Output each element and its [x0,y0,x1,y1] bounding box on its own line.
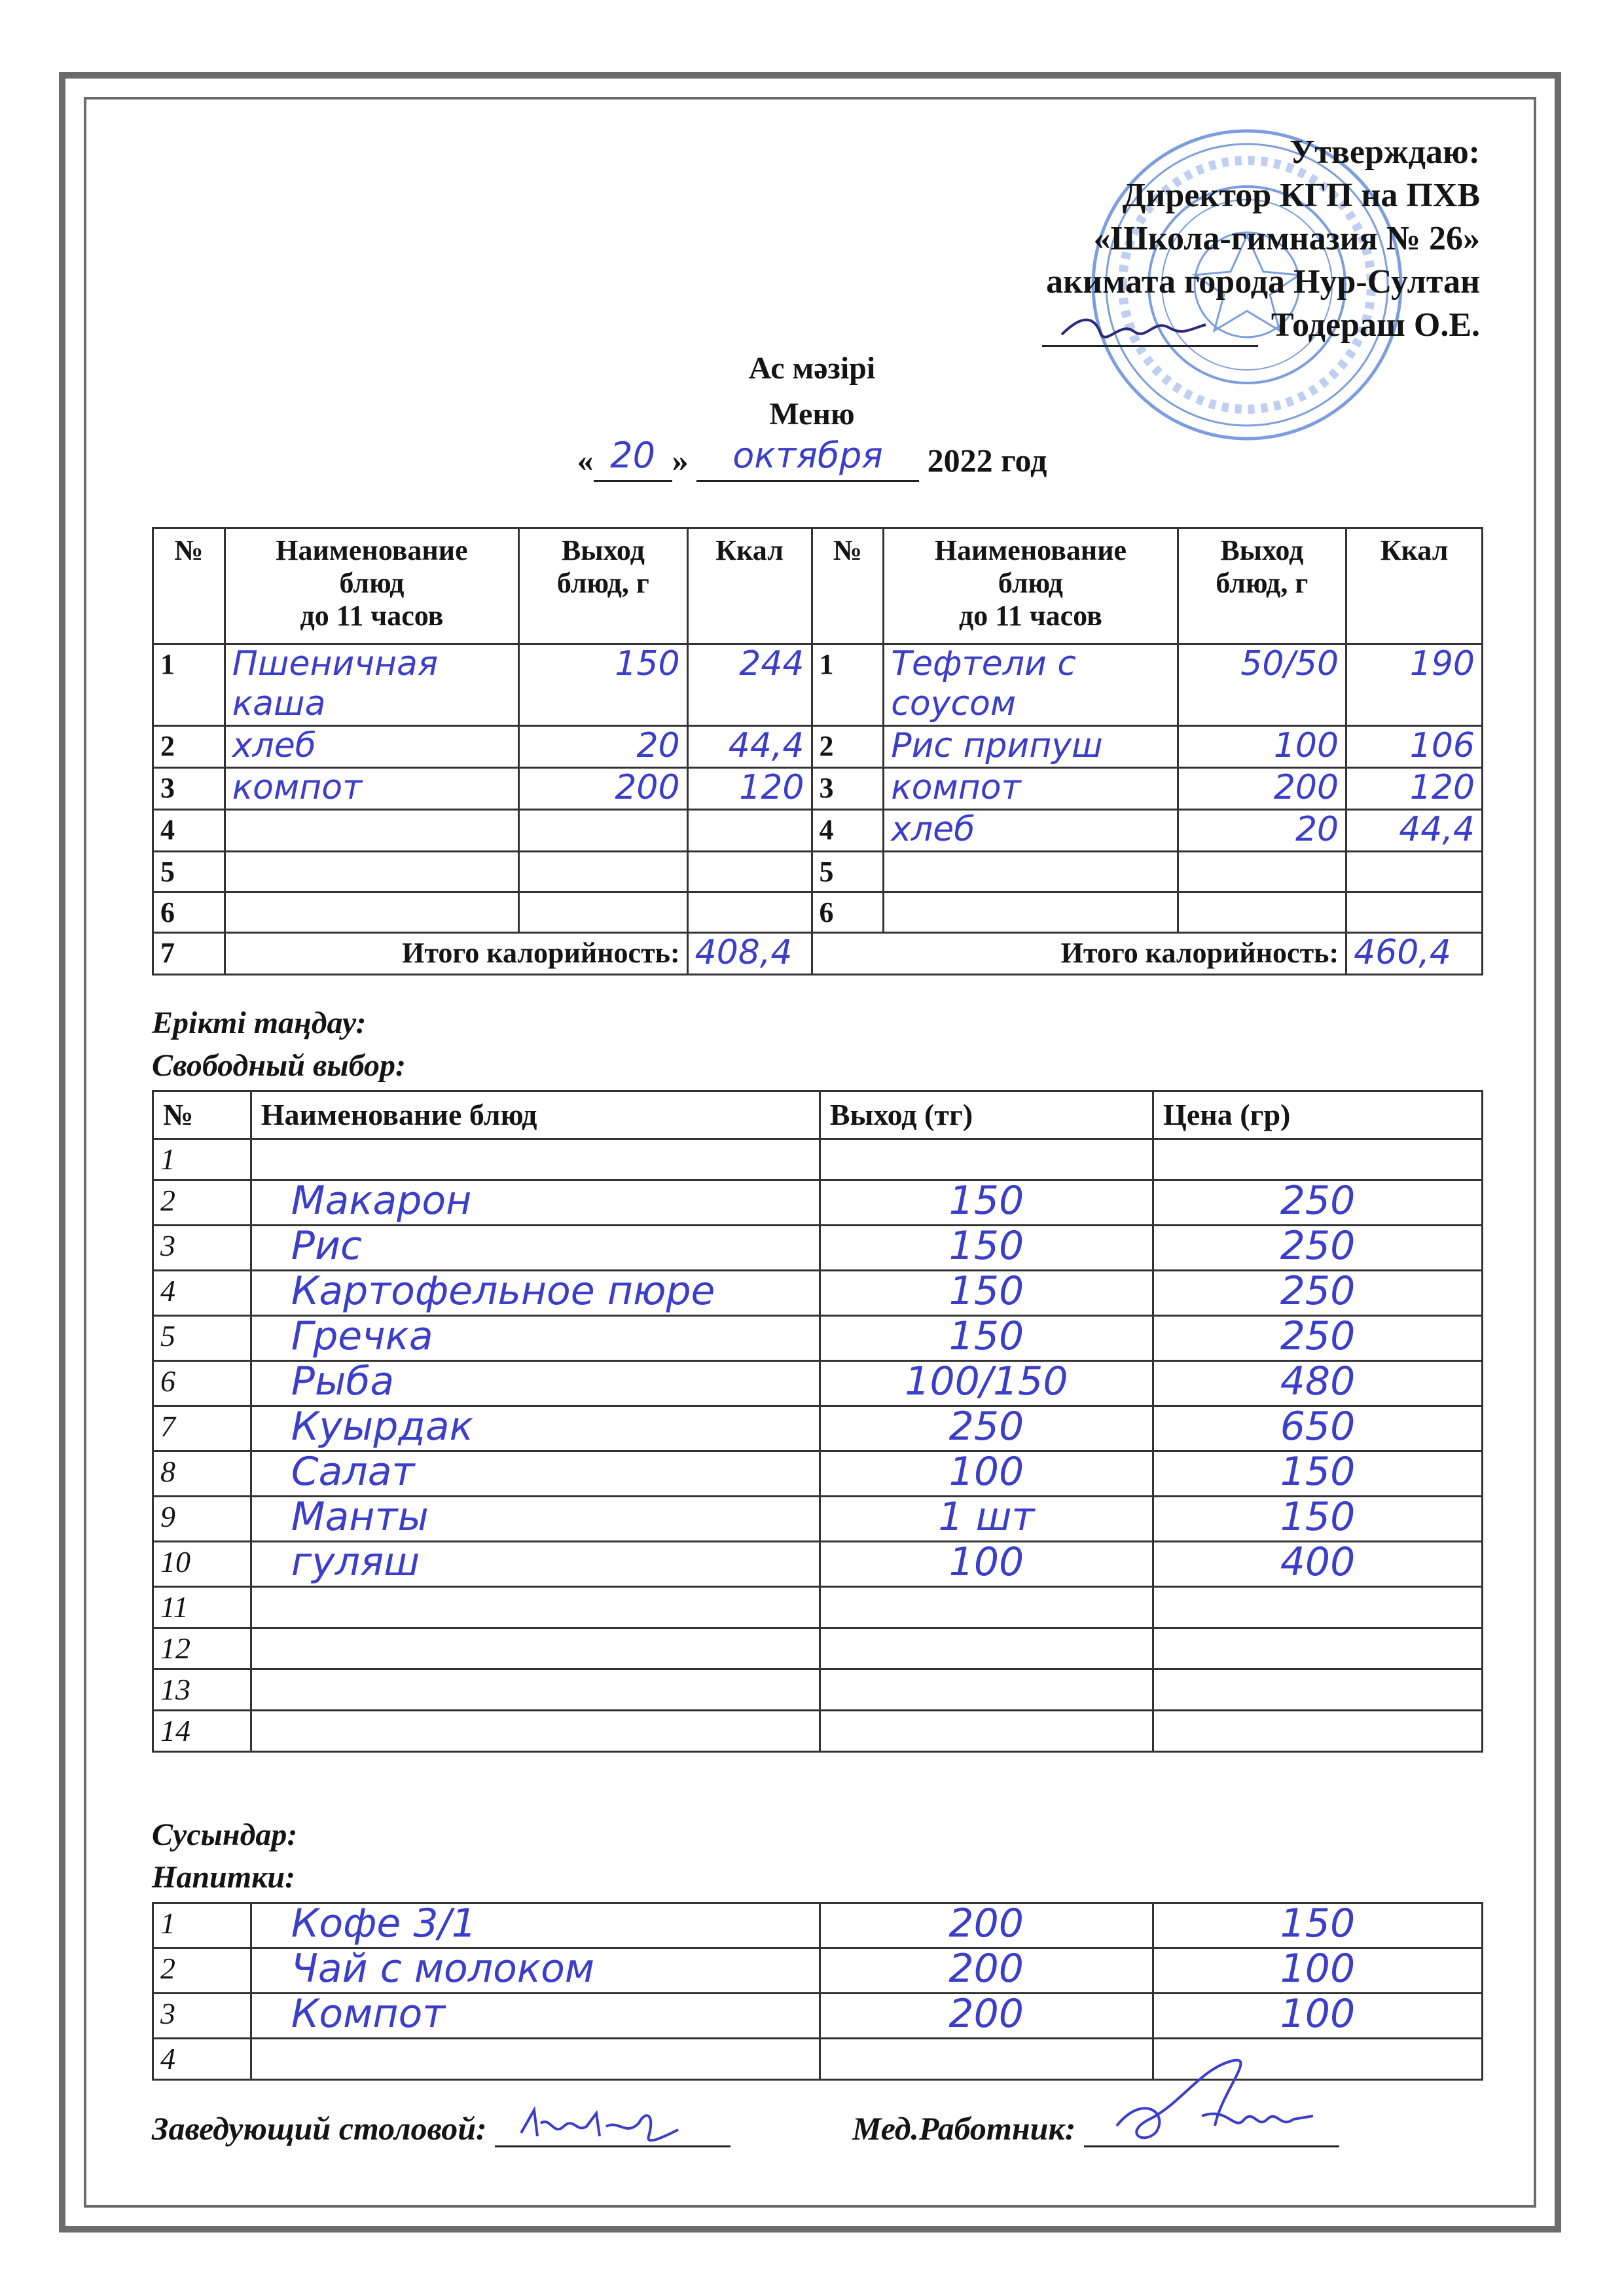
row-num-2: 4 [812,810,884,852]
item-price [1153,1628,1483,1669]
row-num: 8 [153,1451,251,1497]
main-menu-table [152,527,1483,975]
total-kcal-2: 460,4 [1346,933,1483,975]
date-close-quote: » [672,442,689,479]
item-price [1153,1139,1483,1180]
row-num: 11 [153,1587,251,1628]
dish-kcal-2: 190 [1346,644,1483,726]
medic-signature-line [1084,2113,1339,2147]
dish-name: Пшеничная каша [225,644,518,726]
header-num-2: № [812,528,884,644]
dish-kcal-2: 44,4 [1346,810,1483,852]
free-choice-row [153,1587,1483,1628]
item-name [251,1587,820,1628]
free-choice-row [153,1361,1483,1406]
item-name [251,1139,820,1180]
dish-output [519,852,687,892]
item-price: 100 [1153,1994,1482,2039]
drinks-row [153,1903,1483,1948]
free-choice-row [153,1451,1483,1497]
dish-name [225,892,518,933]
medic-label: Мед.Работник: [852,2110,1076,2147]
total-row [153,933,1483,975]
dish-name: компот [225,768,518,810]
dish-name: хлеб [225,726,518,768]
director-name: Тодераш О.Е. [1271,306,1480,344]
row-num: 5 [153,1316,251,1361]
item-name: Гречка [251,1316,820,1361]
row-num: 10 [153,1542,251,1587]
item-price: 250 [1153,1226,1483,1271]
total-kcal-1: 408,4 [687,933,812,975]
free-choice-row [153,1316,1483,1361]
main-table-row [153,852,1483,892]
dish-kcal: 244 [687,644,812,726]
dish-output-2: 100 [1178,726,1346,768]
row-num-2: 5 [812,852,884,892]
date-month: октября [732,435,883,476]
row-num: 5 [153,852,225,892]
manager-signature-icon [514,2097,685,2149]
item-name [251,2039,820,2080]
dish-name-2 [884,852,1178,892]
dish-kcal-2: 120 [1346,768,1483,810]
approval-line-1: Утверждаю: [1290,134,1480,171]
dish-name-2: хлеб [884,810,1178,852]
item-price: 150 [1153,1497,1483,1542]
main-table-row [153,810,1483,852]
row-num: 6 [153,1361,251,1406]
approval-block [1042,131,1480,347]
item-output [820,1628,1153,1669]
item-output: 100/150 [820,1361,1153,1406]
free-choice-row [153,1226,1483,1271]
item-name: Куырдак [251,1406,820,1451]
item-output: 100 [820,1542,1153,1587]
dish-output: 20 [519,726,687,768]
row-num: 9 [153,1497,251,1542]
fc-header-output: Выход (тг) [820,1091,1153,1139]
item-price: 480 [1153,1361,1483,1406]
date-day: 20 [610,435,655,476]
row-num: 1 [153,644,225,726]
menu-title-ru: Меню [769,397,855,431]
row-num: 3 [153,1994,251,2039]
drinks-row [153,1948,1483,1994]
dish-kcal-2 [1346,852,1483,892]
row-num: 13 [153,1669,251,1711]
drinks-label-kz: Сусындар: [152,1817,298,1852]
item-price [1153,1711,1483,1752]
total-row-num: 7 [153,933,225,975]
row-num-2: 6 [812,892,884,933]
row-num: 14 [153,1711,251,1752]
free-choice-row [153,1271,1483,1316]
main-table-header [153,528,1483,644]
item-price: 100 [1153,1948,1482,1994]
item-price: 400 [1153,1542,1483,1587]
row-num-2: 2 [812,726,884,768]
manager-signature-line [495,2113,731,2147]
dish-name [225,810,518,852]
drinks-label-ru: Напитки: [152,1860,296,1895]
dish-name-2: Рис припуш [884,726,1178,768]
dish-kcal: 120 [687,768,812,810]
free-choice-label-kz: Ерікті таңдау: [152,1006,367,1040]
free-choice-row [153,1711,1483,1752]
header-num: № [153,528,225,644]
dish-kcal: 44,4 [687,726,812,768]
item-name: Манты [251,1497,820,1542]
fc-header-price: Цена (гр) [1153,1091,1483,1139]
header-name: Наименование блюд до 11 часов [225,528,518,644]
item-output: 1 шт [820,1497,1153,1542]
dish-output-2: 200 [1178,768,1346,810]
dish-kcal-2 [1346,892,1483,933]
dish-name [225,852,518,892]
free-choice-row [153,1139,1483,1180]
free-choice-header [153,1091,1483,1139]
row-num: 4 [153,810,225,852]
item-name: гуляш [251,1542,820,1587]
item-output: 150 [820,1271,1153,1316]
free-choice-row [153,1406,1483,1451]
date-day-field [594,435,672,482]
dish-name-2: Тефтели с соусом [884,644,1178,726]
fc-header-name: Наименование блюд [251,1091,820,1139]
item-output [820,2039,1153,2080]
row-num: 6 [153,892,225,933]
main-table-row [153,768,1483,810]
drinks-row [153,1994,1483,2039]
item-name: Чай с молоком [251,1948,820,1994]
item-output: 100 [820,1451,1153,1497]
item-name: Салат [251,1451,820,1497]
row-num-2: 1 [812,644,884,726]
medic-signature-block [852,2109,1339,2147]
header-output: Выход блюд, г [519,528,687,644]
row-num: 2 [153,726,225,768]
dish-output: 150 [519,644,687,726]
free-choice-label-ru: Свободный выбор: [152,1048,406,1083]
row-num: 4 [153,2039,251,2080]
item-name [251,1711,820,1752]
footer-signatures [152,2088,1483,2147]
director-signature-line [1042,311,1258,347]
item-output: 150 [820,1180,1153,1226]
date-year: 2022 год [927,442,1047,479]
dish-kcal-2: 106 [1346,726,1483,768]
header-output-2: Выход блюд, г [1178,528,1346,644]
free-choice-row [153,1497,1483,1542]
free-choice-table [152,1090,1483,1753]
menu-title-kz: Ас мәзірі [748,351,876,386]
dish-kcal [687,810,812,852]
free-choice-row [153,1542,1483,1587]
item-price: 250 [1153,1316,1483,1361]
date-month-field [696,435,919,482]
approval-signature-row [1042,304,1480,347]
row-num: 7 [153,1406,251,1451]
item-price: 650 [1153,1406,1483,1451]
item-name: Рыба [251,1361,820,1406]
dish-name-2: компот [884,768,1178,810]
item-name [251,1628,820,1669]
item-price [1153,1587,1483,1628]
item-output: 150 [820,1316,1153,1361]
item-output: 200 [820,1903,1153,1948]
item-name: Макарон [251,1180,820,1226]
dish-output-2 [1178,852,1346,892]
manager-signature-block [152,2109,731,2147]
item-output [820,1587,1153,1628]
dish-kcal [687,852,812,892]
dish-output-2 [1178,892,1346,933]
dish-output [519,810,687,852]
header-kcal: Ккал [687,528,812,644]
row-num: 2 [153,1948,251,1994]
row-num: 3 [153,1226,251,1271]
item-price: 250 [1153,1180,1483,1226]
item-output [820,1139,1153,1180]
dish-output-2: 50/50 [1178,644,1346,726]
item-name [251,1669,820,1711]
item-output: 200 [820,1948,1153,1994]
item-output [820,1669,1153,1711]
item-name: Кофе 3/1 [251,1903,820,1948]
approval-line-3: «Школа-гимназия № 26» [1093,220,1480,257]
item-price: 250 [1153,1271,1483,1316]
item-name: Компот [251,1994,820,2039]
row-num: 2 [153,1180,251,1226]
menu-date [0,435,1624,482]
row-num: 3 [153,768,225,810]
header-name-2: Наименование блюд до 11 часов [884,528,1178,644]
total-label-1: Итого калорийность: [225,933,687,975]
item-output: 200 [820,1994,1153,2039]
item-name: Рис [251,1226,820,1271]
item-price: 150 [1153,1903,1482,1948]
main-table-row [153,892,1483,933]
row-num-2: 3 [812,768,884,810]
item-price [1153,1669,1483,1711]
dish-output-2: 20 [1178,810,1346,852]
header-kcal-2: Ккал [1346,528,1483,644]
approval-line-2: Директор КГП на ПХВ [1122,177,1480,214]
item-output: 150 [820,1226,1153,1271]
row-num: 12 [153,1628,251,1669]
free-choice-row [153,1180,1483,1226]
item-price: 150 [1153,1451,1483,1497]
free-choice-row [153,1669,1483,1711]
row-num: 1 [153,1139,251,1180]
date-open-quote: « [577,442,594,479]
item-output [820,1711,1153,1752]
dish-output [519,892,687,933]
dish-output: 200 [519,768,687,810]
medic-signature-icon [1104,2054,1320,2152]
manager-label: Заведующий столовой: [152,2110,487,2147]
item-output: 250 [820,1406,1153,1451]
dish-kcal [687,892,812,933]
row-num: 4 [153,1271,251,1316]
approval-line-4: акимата города Нур-Султан [1046,263,1480,301]
main-table-row [153,644,1483,726]
director-signature-icon [1055,308,1212,348]
row-num: 1 [153,1903,251,1948]
dish-name-2 [884,892,1178,933]
item-name: Картофельное пюре [251,1271,820,1316]
total-label-2: Итого калорийность: [812,933,1346,975]
free-choice-row [153,1628,1483,1669]
fc-header-num: № [153,1091,251,1139]
main-table-row [153,726,1483,768]
